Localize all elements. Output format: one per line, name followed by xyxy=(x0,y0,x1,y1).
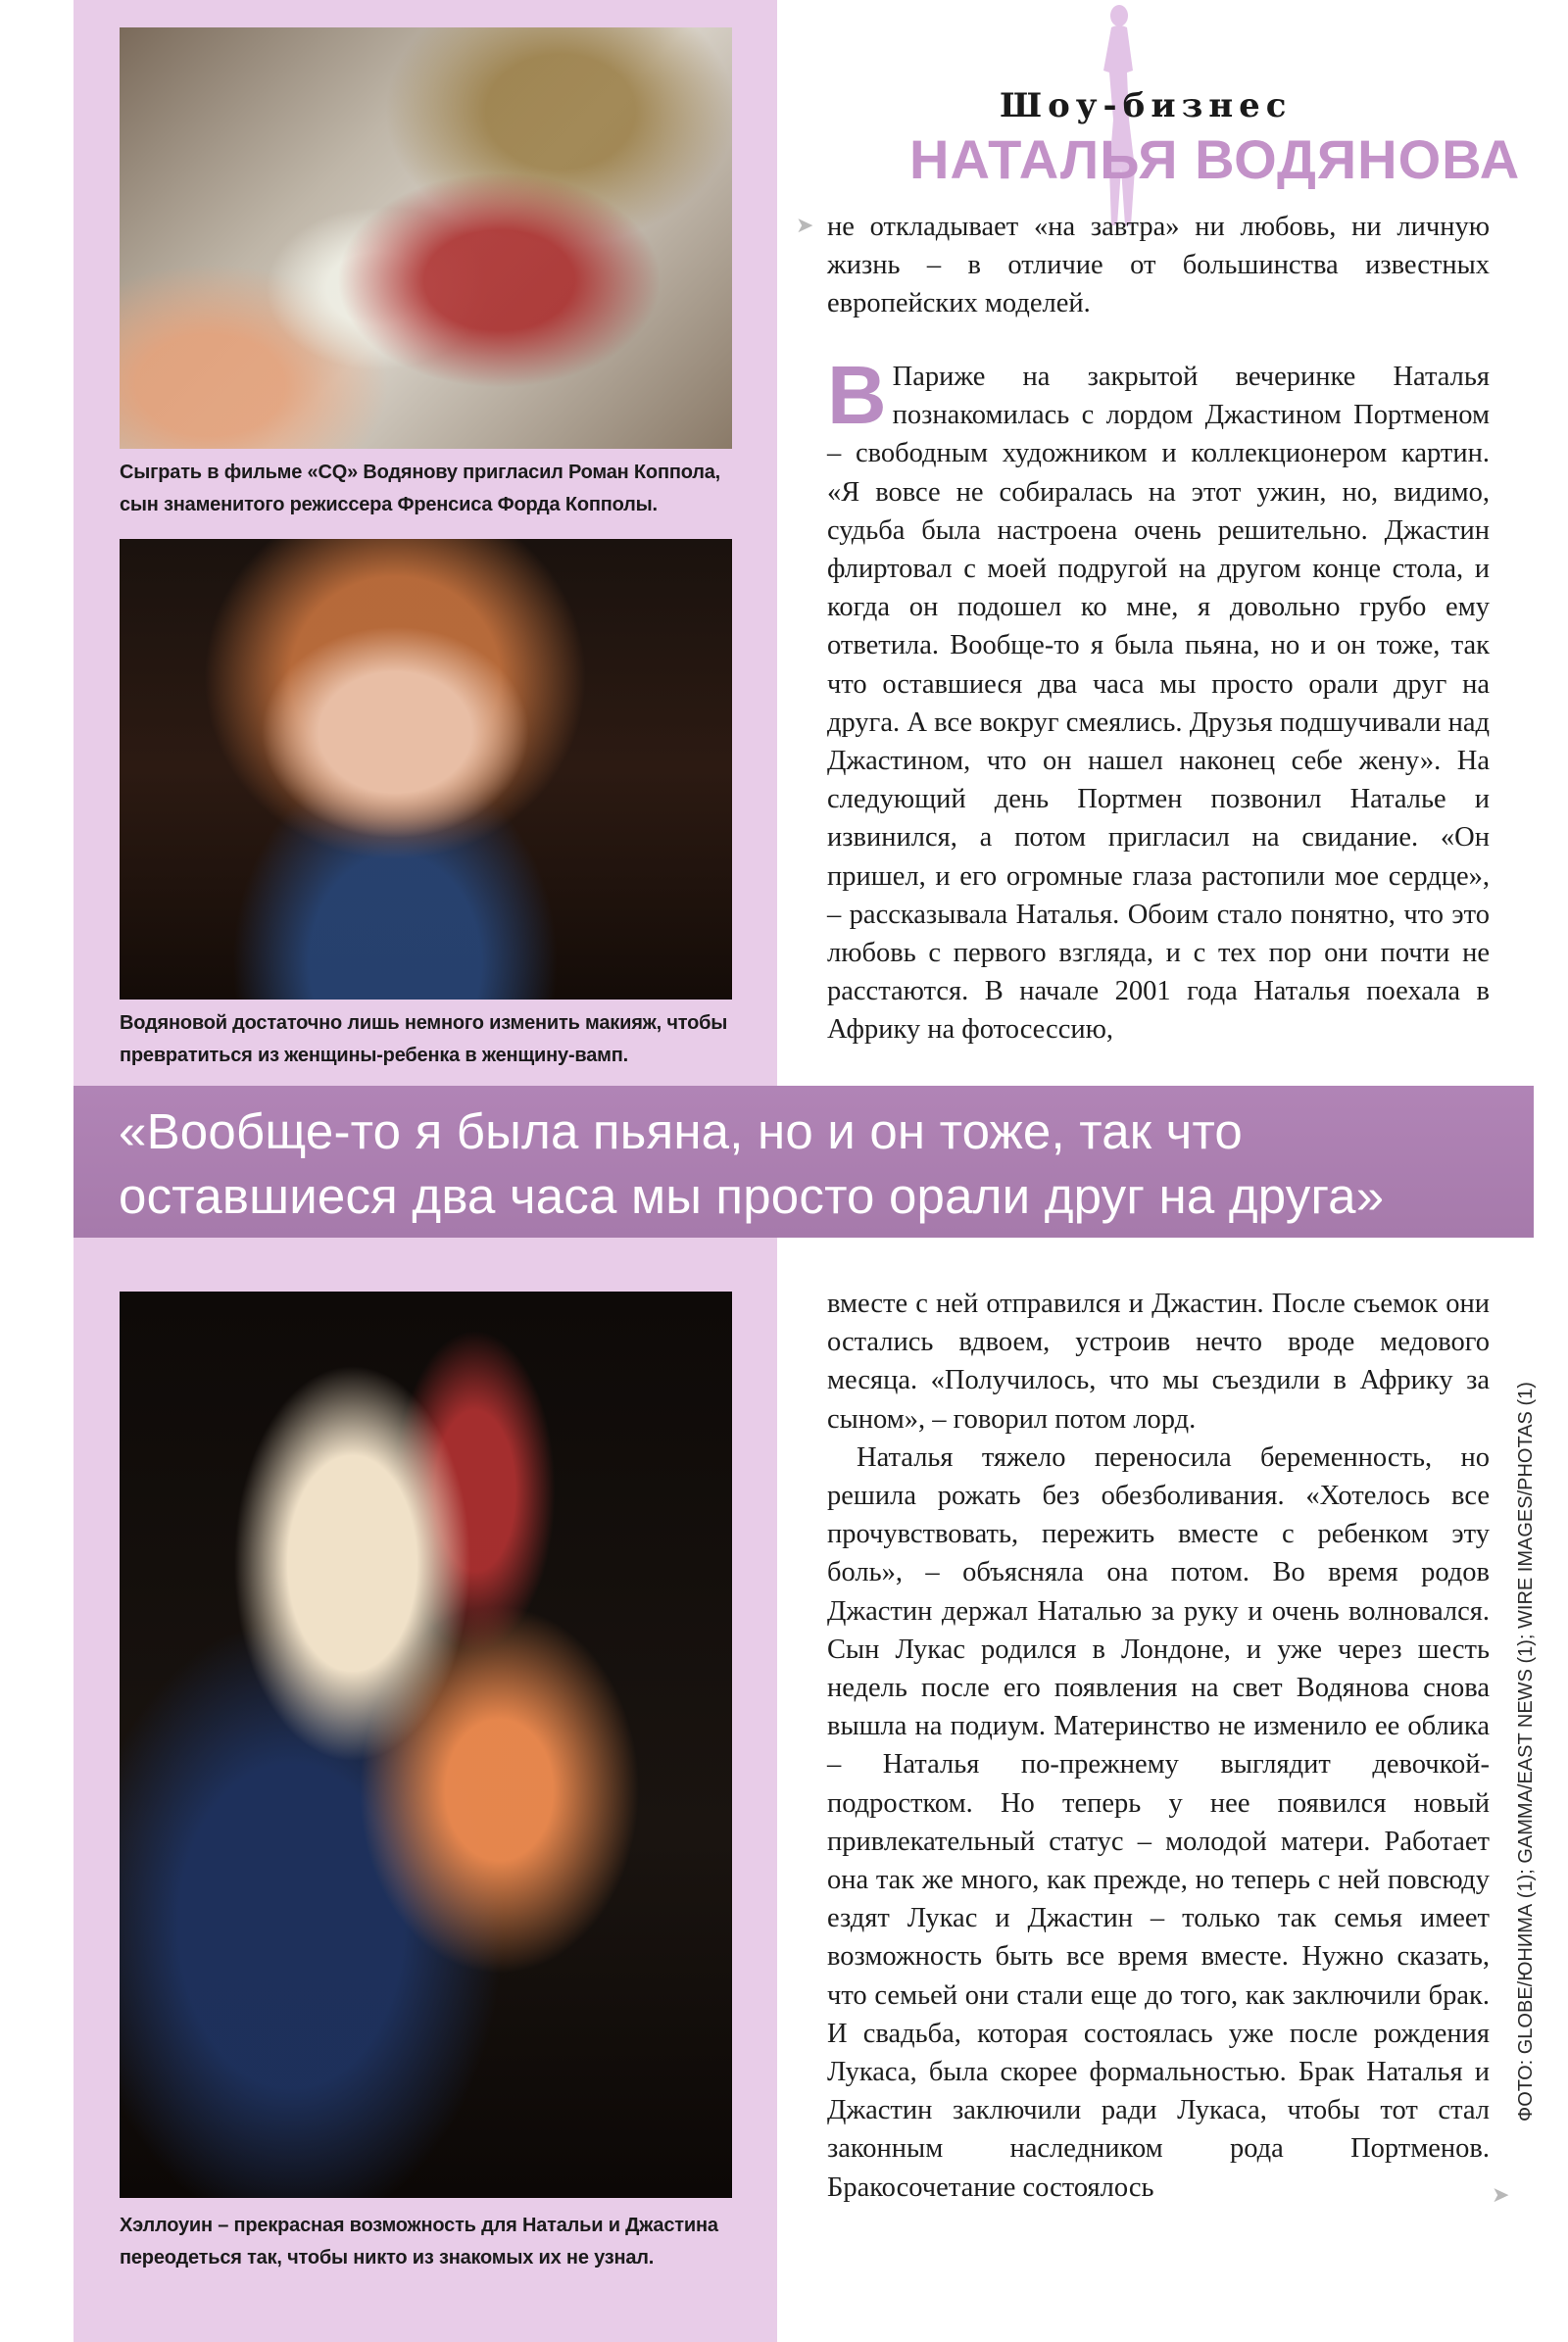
photo-caption-3: Хэллоуин – прекрасная возможность для Натальи и Джастина переодеться так, чтобы никто из знакомых их не узнал. xyxy=(120,2215,718,2269)
makeup-portrait-photo xyxy=(120,539,732,1000)
drop-cap: В xyxy=(827,349,887,441)
article-column-bottom xyxy=(827,1285,1490,2207)
continued-arrow-icon: ➤ xyxy=(796,214,814,238)
film-cq-photo xyxy=(120,27,732,449)
halloween-photo xyxy=(120,1292,732,2198)
pull-quote xyxy=(74,1086,1534,1238)
page-title: НАТАЛЬЯ ВОДЯНОВА xyxy=(909,128,1521,190)
photo-credit: ФОТО: GLOBE/ЮНИМА (1); GAMMA/EAST NEWS (1); WIRE IMAGES/PHOTAS (1) xyxy=(1515,1382,1537,2122)
pull-quote-line-1: «Вообще-то я была пьяна, но и он тоже, так что xyxy=(119,1103,1243,1159)
paragraph-1: Париже на закрытой вечеринке Наталья познакомилась с лордом Джастином Портменом – свободным художником и коллекционером картин. «Я вовсе не собиралась на этот ужин, но, видимо, судьба была настроена очень решительно. Джастин флиртовал с моей подругой на другом конце стола, и когда он подошел ко мне, я довольно грубо ему ответила. Вообще-то я была пьяна, но и он тоже, так что оставшиеся два часа мы просто орали друг на друга. А все вокруг смеялись. Друзья подшучивали над Джастином, что он нашел наконец себе жену». На следующий день Портмен позвонил Наталье и извинился, а потом пригласил на свидание. «Он пришел, и его огромные глаза растопили мое сердце», – рассказывала Наталья. Обоим стало понятно, что это любовь с первого взгляда, и с тех пор они почти не расстаются. В начале 2001 года Наталья поехала в Африку на фотосессию, xyxy=(827,362,1490,1046)
article-column-top xyxy=(827,349,1490,1049)
pull-quote-line-2: оставшиеся два часа мы просто орали друг на друга» xyxy=(119,1168,1385,1224)
paragraph-3: Наталья тяжело переносила беременность, но решила рожать без обезболивания. «Хотелось все прочувствовать, пережить вместе с ребенком эту боль», – объясняла она потом. Во время родов Джастин держал Наталью за руку и очень волновался. Сын Лукас родился в Лондоне, и уже через шесть недель после его появления на свет Водянова снова вышла на подиум. Материнство не изменило ее облика – Наталья по-прежнему выглядит девочкой-подростком. Но теперь у нее появился новый привлекательный статус – молодой матери. Работает она так же много, как прежде, но теперь с ней повсюду ездят Лукас и Джастин – только так семья имеет возможность быть все время вместе. Нужно сказать, что семьей они стали еще до того, как заключили брак. И свадьба, которая состоялась уже после рождения Лукаса, была скорее формальностью. Брак Наталья и Джастин заключили ради Лукаса, чтобы тот стал законным наследником рода Портменов. Бракосочетание состоялось xyxy=(827,1441,1490,2203)
photo-caption-1: Сыграть в фильме «CQ» Водянову пригласил Роман Коппола, сын знаменитого режиссера Френсиса Форда Копполы. xyxy=(120,462,721,515)
article-intro xyxy=(827,208,1490,323)
section-kicker: Шоу-бизнес xyxy=(1000,86,1293,125)
next-page-arrow-icon: ➤ xyxy=(1492,2183,1510,2208)
section-header xyxy=(909,59,1521,196)
photo-caption-2: Водяновой достаточно лишь немного изменить макияж, чтобы превратиться из женщины-ребенка в женщину-вамп. xyxy=(120,1012,728,1066)
intro-paragraph: не откладывает «на завтра» ни любовь, ни личную жизнь – в отличие от большинства известных европейских моделей. xyxy=(827,212,1490,319)
paragraph-2: вместе с ней отправился и Джастин. После съемок они остались вдвоем, устроив нечто вроде медового месяца. «Получилось, что мы съездили в Африку за сыном», – говорил потом лорд. xyxy=(827,1289,1490,1435)
